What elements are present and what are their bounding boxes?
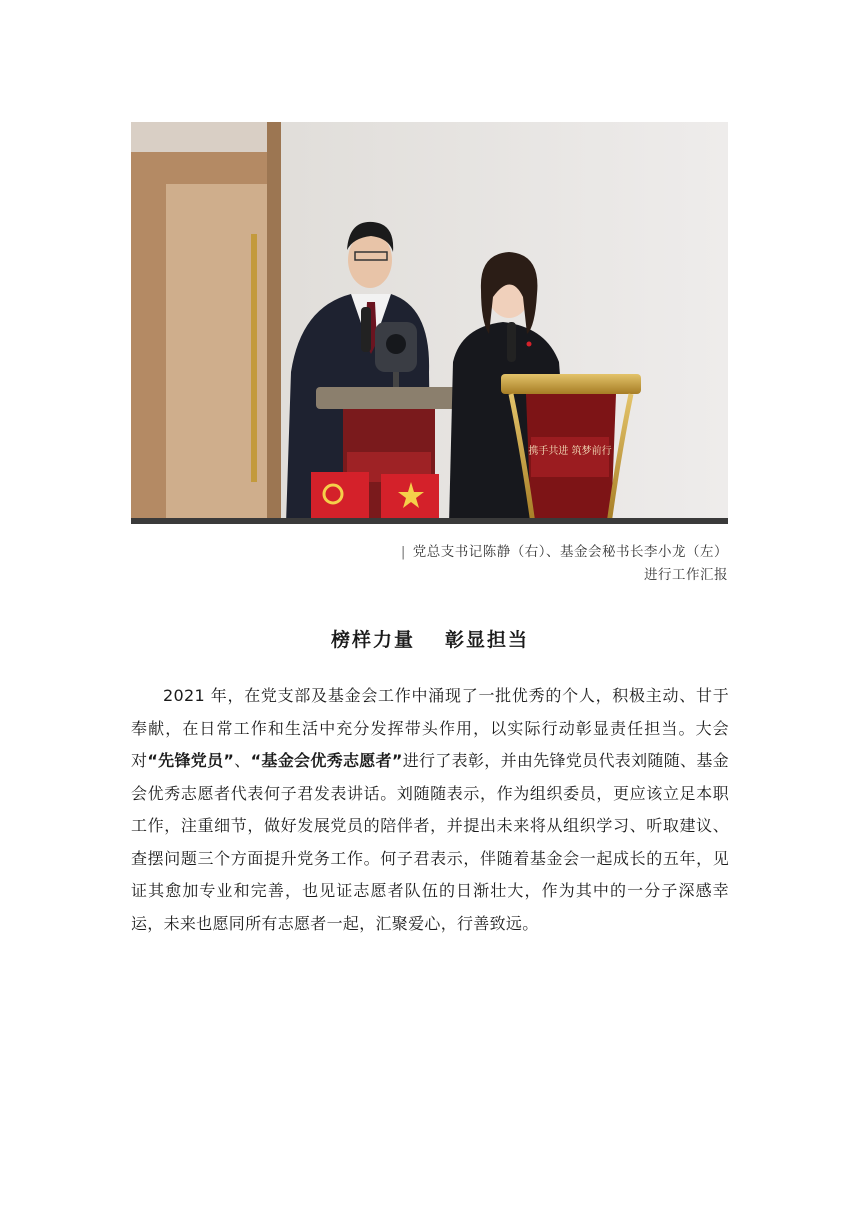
event-photo [131,122,728,524]
photo-caption [168,541,728,587]
section-heading [0,625,860,652]
heading-part-2: 彰显担当 [445,629,530,651]
paragraph-text-1: 2021 年，在党支部及基金会工作中涌现了一批优秀的个人，积极主动、甘于奉献，在日常工作和生活中充分发挥带头作用，以实际行动彰显责任担当。大会对 [131,686,729,770]
award-volunteer: “基金会优秀志愿者” [250,751,403,770]
award-vanguard-member: “先锋党员” [147,751,235,770]
podium-banner-text: 携手共进 筑梦前行 [528,446,612,457]
heading-part-1: 榜样力量 [330,629,415,651]
caption-bar: | [400,544,406,560]
caption-line-1: 党总支书记陈静（右）、基金会秘书长李小龙（左） [412,544,728,560]
body-paragraph [131,680,729,940]
paragraph-text-2: 进行了表彰，并由先锋党员代表刘随随、基金会优秀志愿者代表何子君发表讲话。刘随随表示，作为组织委员，更应该立足本职工作，注重细节，做好发展党员的陪伴者，并提出未来将从组织学习、听取建议、查摆问题三个方面提升党务工作。何子君表示，伴随着基金会一起成长的五年，见证其愈加专业和完善，也见证志愿者队伍的日渐壮大，作为其中的一分子深感幸运，未来也愿同所有志愿者一起，汇聚爱心，行善致远。 [131,751,729,933]
caption-line-2: 进行工作汇报 [644,567,728,583]
paragraph-separator: 、 [234,751,251,770]
